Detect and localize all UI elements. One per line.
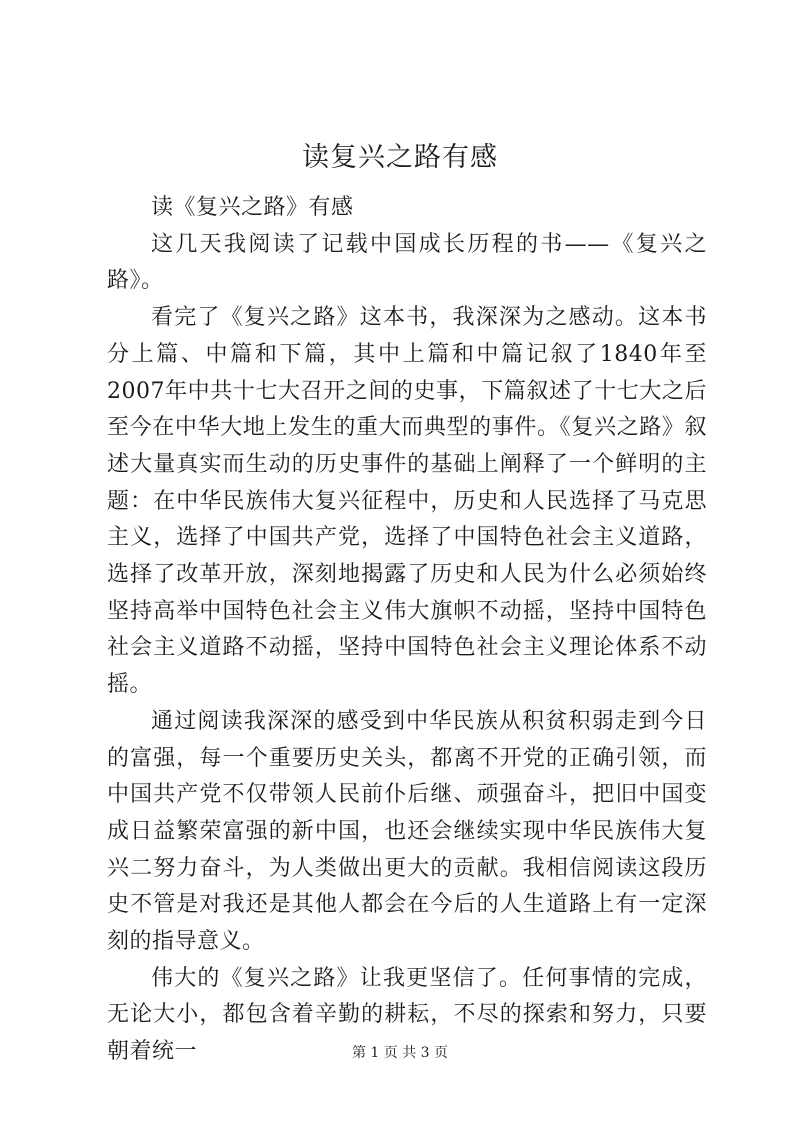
- document-title: 读复兴之路有感: [302, 142, 498, 173]
- paragraph-book-summary: 看完了《复兴之路》这本书，我深深为之感动。这本书分上篇、中篇和下篇，其中上篇和中篇记叙了1840年至2007年中共十七大召开之间的史事，下篇叙述了十七大之后至今在中华大地上发生的重大而典型的事件。《复兴之路》叙述大量真实而生动的历史事件的基础上阐释了一个鲜明的主题：在中华民族伟大复兴征程中，历史和人民选择了马克思主义，选择了中国共产党，选择了中国特色社会主义道路，选择了改革开放，深刻地揭露了历史和人民为什么必须始终坚持高举中国特色社会主义伟大旗帜不动摇，坚持中国特色社会主义道路不动摇，坚持中国特色社会主义理论体系不动摇。: [107, 305, 707, 698]
- document-body: [107, 190, 707, 1071]
- page-footer: 第 1 页 共 3 页: [351, 1045, 449, 1061]
- paragraph-reflection: 通过阅读我深深的感受到中华民族从积贫积弱走到今日的富强，每一个重要历史关头，都离不开党的正确引领，而中国共产党不仅带领人民前仆后继、顽强奋斗，把旧中国变成日益繁荣富强的新中国，也还会继续实现中华民族伟大复兴二努力奋斗，为人类做出更大的贡献。我相信阅读这段历史不管是对我还是其他人都会在今后的人生道路上有一定深刻的指导意义。: [107, 708, 707, 955]
- paragraph-conclusion: 伟大的《复兴之路》让我更坚信了。任何事情的完成，无论大小，都包含着辛勤的耕耘，不尽的探索和努力，只要朝着统一: [107, 965, 707, 1065]
- paragraph-subtitle: 读《复兴之路》有感: [151, 195, 354, 220]
- paragraph-intro: 这几天我阅读了记载中国成长历程的书——《复兴之路》。: [107, 231, 707, 294]
